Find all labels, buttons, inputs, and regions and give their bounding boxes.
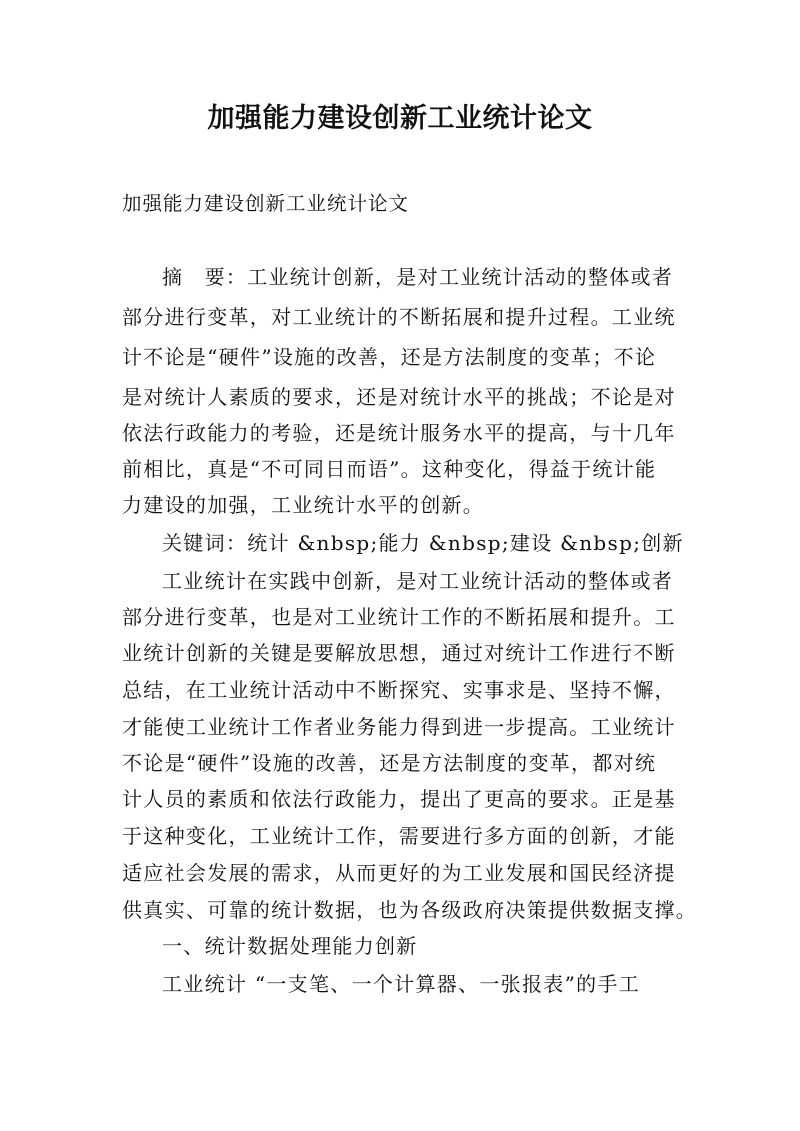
document-title: 加强能力建设创新工业统计论文 [207, 103, 593, 134]
body-line: 供真实、可靠的统计数据，也为各级政府决策提供数据支撑。 [122, 898, 698, 922]
body-line: 总结，在工业统计活动中不断探究、实事求是、坚持不懈， [122, 678, 676, 702]
body-line: 工业统计 “一支笔、一个计算器、一张报表”的手工 [162, 972, 641, 996]
abstract-line: 是对统计人素质的要求，还是对统计水平的挑战；不论是对 [122, 385, 676, 409]
abstract-line: 力建设的加强，工业统计水平的创新。 [122, 493, 485, 517]
body-line: 适应社会发展的需求，从而更好的为工业发展和国民经济提 [122, 861, 676, 885]
body-line: 不论是“硬件”设施的改善，还是方法制度的变革，都对统 [122, 751, 657, 775]
abstract-line: 摘 要：工业统计创新，是对工业统计活动的整体或者 [162, 265, 674, 289]
document-subtitle: 加强能力建设创新工业统计论文 [122, 192, 410, 215]
body-line: 业统计创新的关键是要解放思想，通过对统计工作进行不断 [122, 641, 676, 665]
abstract-line: 部分进行变革，对工业统计的不断拓展和提升过程。工业统 [122, 305, 676, 329]
abstract-line: 计不论是“硬件”设施的改善，还是方法制度的变革；不论 [122, 345, 657, 369]
body-line: 部分进行变革，也是对工业统计工作的不断拓展和提升。工 [122, 605, 676, 629]
abstract-line: 前相比，真是“不可同日而语”。这种变化，得益于统计能 [122, 457, 657, 481]
body-line: 于这种变化，工业统计工作，需要进行多方面的创新，才能 [122, 824, 676, 848]
section-heading: 一、统计数据处理能力创新 [162, 934, 418, 958]
body-line: 才能使工业统计工作者业务能力得到进一步提高。工业统计 [122, 715, 676, 739]
keywords-line: 关键词：统计 &nbsp;能力 &nbsp;建设 &nbsp;创新 [162, 531, 684, 555]
body-line: 计人员的素质和依法行政能力，提出了更高的要求。正是基 [122, 787, 676, 811]
body-line: 工业统计在实践中创新，是对工业统计活动的整体或者 [162, 569, 674, 593]
abstract-line: 依法行政能力的考验，还是统计服务水平的提高，与十几年 [122, 421, 676, 445]
